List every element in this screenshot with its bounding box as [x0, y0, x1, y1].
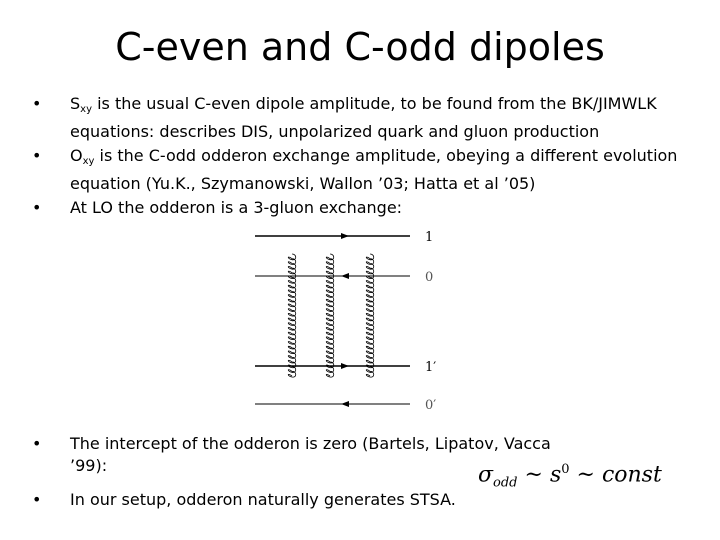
bullet-lo-odderon-text: At LO the odderon is a 3-gluon exchange:	[70, 198, 403, 217]
formula-const: const	[601, 462, 662, 488]
formula-s: s	[549, 462, 562, 488]
o-xy-symbol: O	[70, 146, 83, 165]
s-xy-symbol: S	[70, 94, 81, 113]
arrow-icon	[341, 363, 349, 369]
arrow-icon	[341, 233, 349, 239]
bullet-marker: •	[32, 490, 42, 509]
bullet-marker: •	[32, 94, 42, 113]
line-label: 1	[425, 230, 434, 245]
formula-sigma: σ	[478, 462, 494, 488]
bullet-marker: •	[32, 434, 42, 453]
bullet-stsa-text: In our setup, odderon naturally generates STSA.	[70, 490, 456, 509]
arrow-icon	[341, 273, 349, 279]
slide-title: C-even and C-odd dipoles	[115, 25, 605, 69]
bullet-o-xy	[32, 145, 702, 195]
bullet-lo-odderon	[32, 197, 702, 219]
line-label: 0′	[425, 398, 437, 412]
bullet-s-xy-text: is the usual C-even dipole amplitude, to be found from the BK/JIMWLK equations: describes DIS, unpolarized quark and gluon production	[70, 94, 657, 141]
formula-sim-2: ~	[569, 462, 602, 488]
bullet-o-xy-text: is the C-odd odderon exchange amplitude, obeying a different evolution equation (Yu.K., Szymanowski, Wallon ’03; Hatta et al ’05)	[70, 146, 678, 193]
bullet-s-xy	[32, 93, 702, 143]
o-xy-subscript: xy	[82, 156, 95, 167]
gluon-line	[288, 254, 296, 377]
bullet-stsa	[32, 489, 592, 511]
formula-s-exponent: 0	[561, 462, 570, 477]
odderon-cross-section-formula	[478, 462, 662, 491]
gluon-line	[326, 254, 334, 377]
line-label: 1′	[425, 360, 437, 375]
s-xy-subscript: xy	[80, 104, 92, 115]
line-label: 0	[425, 270, 434, 285]
arrow-icon	[341, 401, 349, 407]
formula-sigma-subscript: odd	[493, 475, 518, 491]
bullet-marker: •	[32, 198, 42, 217]
three-gluon-exchange-diagram	[250, 226, 450, 412]
gluon-line	[366, 254, 374, 377]
formula-sim-1: ~	[517, 462, 550, 488]
bullet-intercept-text: The intercept of the odderon is zero (Bartels, Lipatov, Vacca ’99):	[70, 434, 551, 475]
bullet-marker: •	[32, 146, 42, 165]
bullet-list	[32, 93, 702, 221]
